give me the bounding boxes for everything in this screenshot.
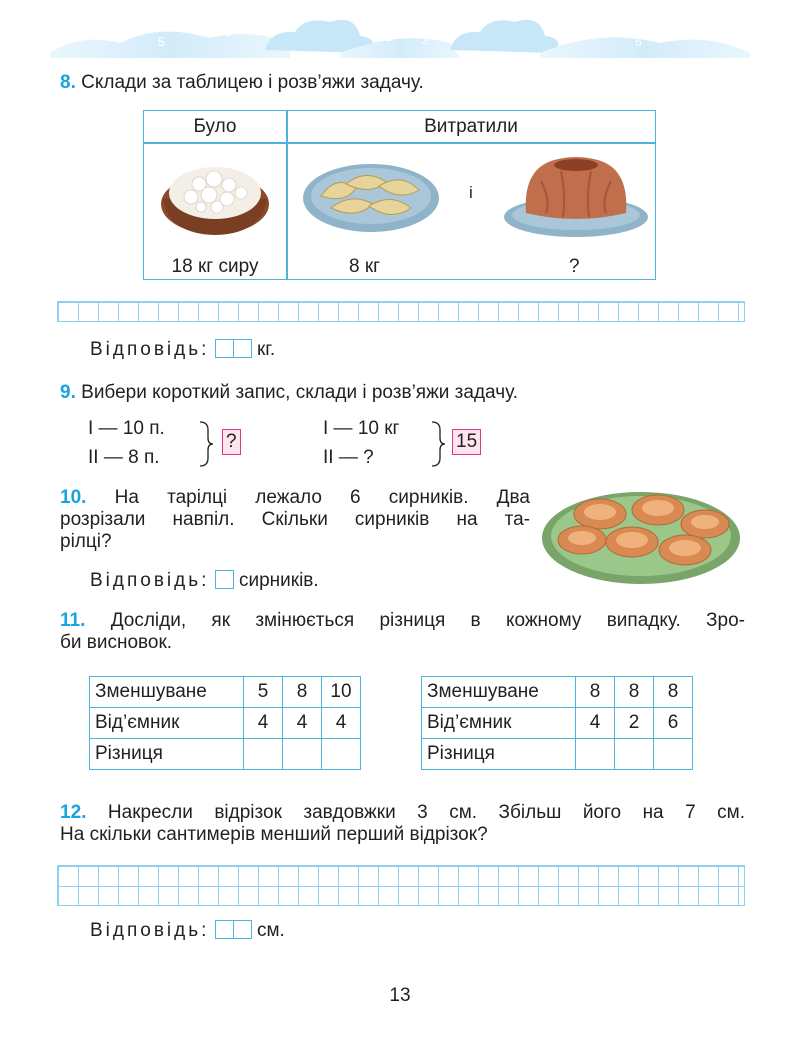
table-row <box>90 739 361 770</box>
answer-cell[interactable] <box>576 739 615 770</box>
task9-right-line1: I — 10 кг <box>323 418 400 439</box>
table-cell: 4 <box>244 708 283 739</box>
table-cell: 10 <box>322 677 361 708</box>
answer-unit: кг. <box>256 339 276 360</box>
task8-writing-grid[interactable] <box>57 301 745 322</box>
difference-table-2 <box>421 676 693 770</box>
task-text-line2: би висновок. <box>60 632 173 653</box>
deco-digit: 8 <box>700 27 707 41</box>
row-label: Різниця <box>90 739 244 770</box>
task9-right-line2: II — ? <box>323 447 374 468</box>
val-dumplings: 8 кг <box>349 256 381 277</box>
col-was-header: Було <box>193 116 237 137</box>
task8-table <box>143 110 656 280</box>
task-number: 12. <box>60 802 87 823</box>
deco-digit: 0 <box>395 15 402 29</box>
task9-left-line2: II — 8 п. <box>88 447 160 468</box>
answer-cell[interactable] <box>244 739 283 770</box>
answer-box-tens[interactable] <box>215 920 234 939</box>
deco-digit: 3 <box>225 25 232 39</box>
header-clouds-decoration <box>40 8 760 63</box>
table-row <box>90 708 361 739</box>
dumplings-plate-image <box>301 156 441 236</box>
table-row <box>422 677 693 708</box>
answer-unit: см. <box>256 920 285 941</box>
task-text-line3: рілці? <box>60 531 112 552</box>
row-label: Від’ємник <box>90 708 244 739</box>
table-cell: 4 <box>576 708 615 739</box>
task-number: 11. <box>60 610 86 631</box>
task-text-line1: На тарілці лежало 6 сирників. Два <box>114 487 531 508</box>
task9-heading <box>60 382 518 404</box>
page-number: 13 <box>389 985 411 1006</box>
table-row <box>90 677 361 708</box>
answer-unit: сирників. <box>238 570 319 591</box>
row-label: Зменшуване <box>90 677 244 708</box>
task9-left-line1: I — 10 п. <box>88 418 165 439</box>
task10-text <box>60 487 530 553</box>
task12-answer-line <box>90 920 285 942</box>
answer-label: Відповідь: <box>90 339 210 360</box>
table-cell: 8 <box>283 677 322 708</box>
val-was: 18 кг сиру <box>171 256 259 277</box>
deco-digit: 6 <box>635 35 642 49</box>
row-label: Від’ємник <box>422 708 576 739</box>
table-cell: 5 <box>244 677 283 708</box>
table-cell: 8 <box>615 677 654 708</box>
answer-cell[interactable] <box>615 739 654 770</box>
task-number: 10. <box>60 487 87 508</box>
task9-left-total <box>222 429 241 455</box>
answer-cell[interactable] <box>322 739 361 770</box>
table-cell: 8 <box>576 677 615 708</box>
row-label: Різниця <box>422 739 576 770</box>
table-row <box>422 708 693 739</box>
answer-label: Відповідь: <box>90 570 210 591</box>
answer-box[interactable] <box>215 570 234 589</box>
val-cake: ? <box>569 256 580 277</box>
answer-cell[interactable] <box>283 739 322 770</box>
table-cell: 4 <box>283 708 322 739</box>
task10-answer-line <box>90 570 319 592</box>
deco-digit: 5 <box>158 35 165 49</box>
task-text: Склади за таблицею і розв’яжи задачу. <box>81 72 424 93</box>
brace-icon <box>198 420 214 468</box>
task-text-line2: На скільки сантимерів менший перший відрізок? <box>60 824 488 845</box>
task9-right-total <box>452 429 481 455</box>
task-number: 9. <box>60 382 76 403</box>
task-text-line1: Накресли відрізок завдовжки 3 см. Збільш його на 7 см. <box>107 802 745 823</box>
jelly-cake-image <box>501 151 651 241</box>
brace-icon <box>430 420 446 468</box>
answer-box-units[interactable] <box>234 339 252 358</box>
task8-answer-line <box>90 339 275 361</box>
table-cell: 4 <box>322 708 361 739</box>
table-cell: 8 <box>654 677 693 708</box>
deco-digit: 2 <box>422 33 429 47</box>
answer-box-units[interactable] <box>234 920 252 939</box>
deco-digit: 7 <box>108 19 115 33</box>
task-number: 8. <box>60 72 76 93</box>
task-text-line1: Досліди, як змінюється різниця в кожному випадку. Зро- <box>110 610 745 631</box>
answer-box-tens[interactable] <box>215 339 234 358</box>
table-cell: 6 <box>654 708 693 739</box>
syrnyky-plate-image <box>540 482 742 588</box>
and-label: і <box>469 183 473 202</box>
task8-heading <box>60 72 424 94</box>
task12-drawing-grid[interactable] <box>57 865 745 906</box>
deco-digit: 1 <box>385 30 392 44</box>
answer-cell[interactable] <box>654 739 693 770</box>
table-cell: 2 <box>615 708 654 739</box>
total-box: 15 <box>452 429 481 455</box>
deco-digit: 4 <box>570 27 577 41</box>
col-spent-header: Витратили <box>424 116 518 137</box>
cottage-cheese-bowl-image <box>159 149 271 239</box>
task11-text <box>60 610 745 654</box>
difference-table-1 <box>89 676 361 770</box>
task-text: Вибери короткий запис, склади і розв’яжи задачу. <box>81 382 518 403</box>
task-text-line2: розрізали навпіл. Скільки сирників на та- <box>60 509 530 530</box>
table-row <box>422 739 693 770</box>
total-box: ? <box>222 429 241 455</box>
task12-text <box>60 802 745 846</box>
answer-label: Відповідь: <box>90 920 210 941</box>
row-label: Зменшуване <box>422 677 576 708</box>
